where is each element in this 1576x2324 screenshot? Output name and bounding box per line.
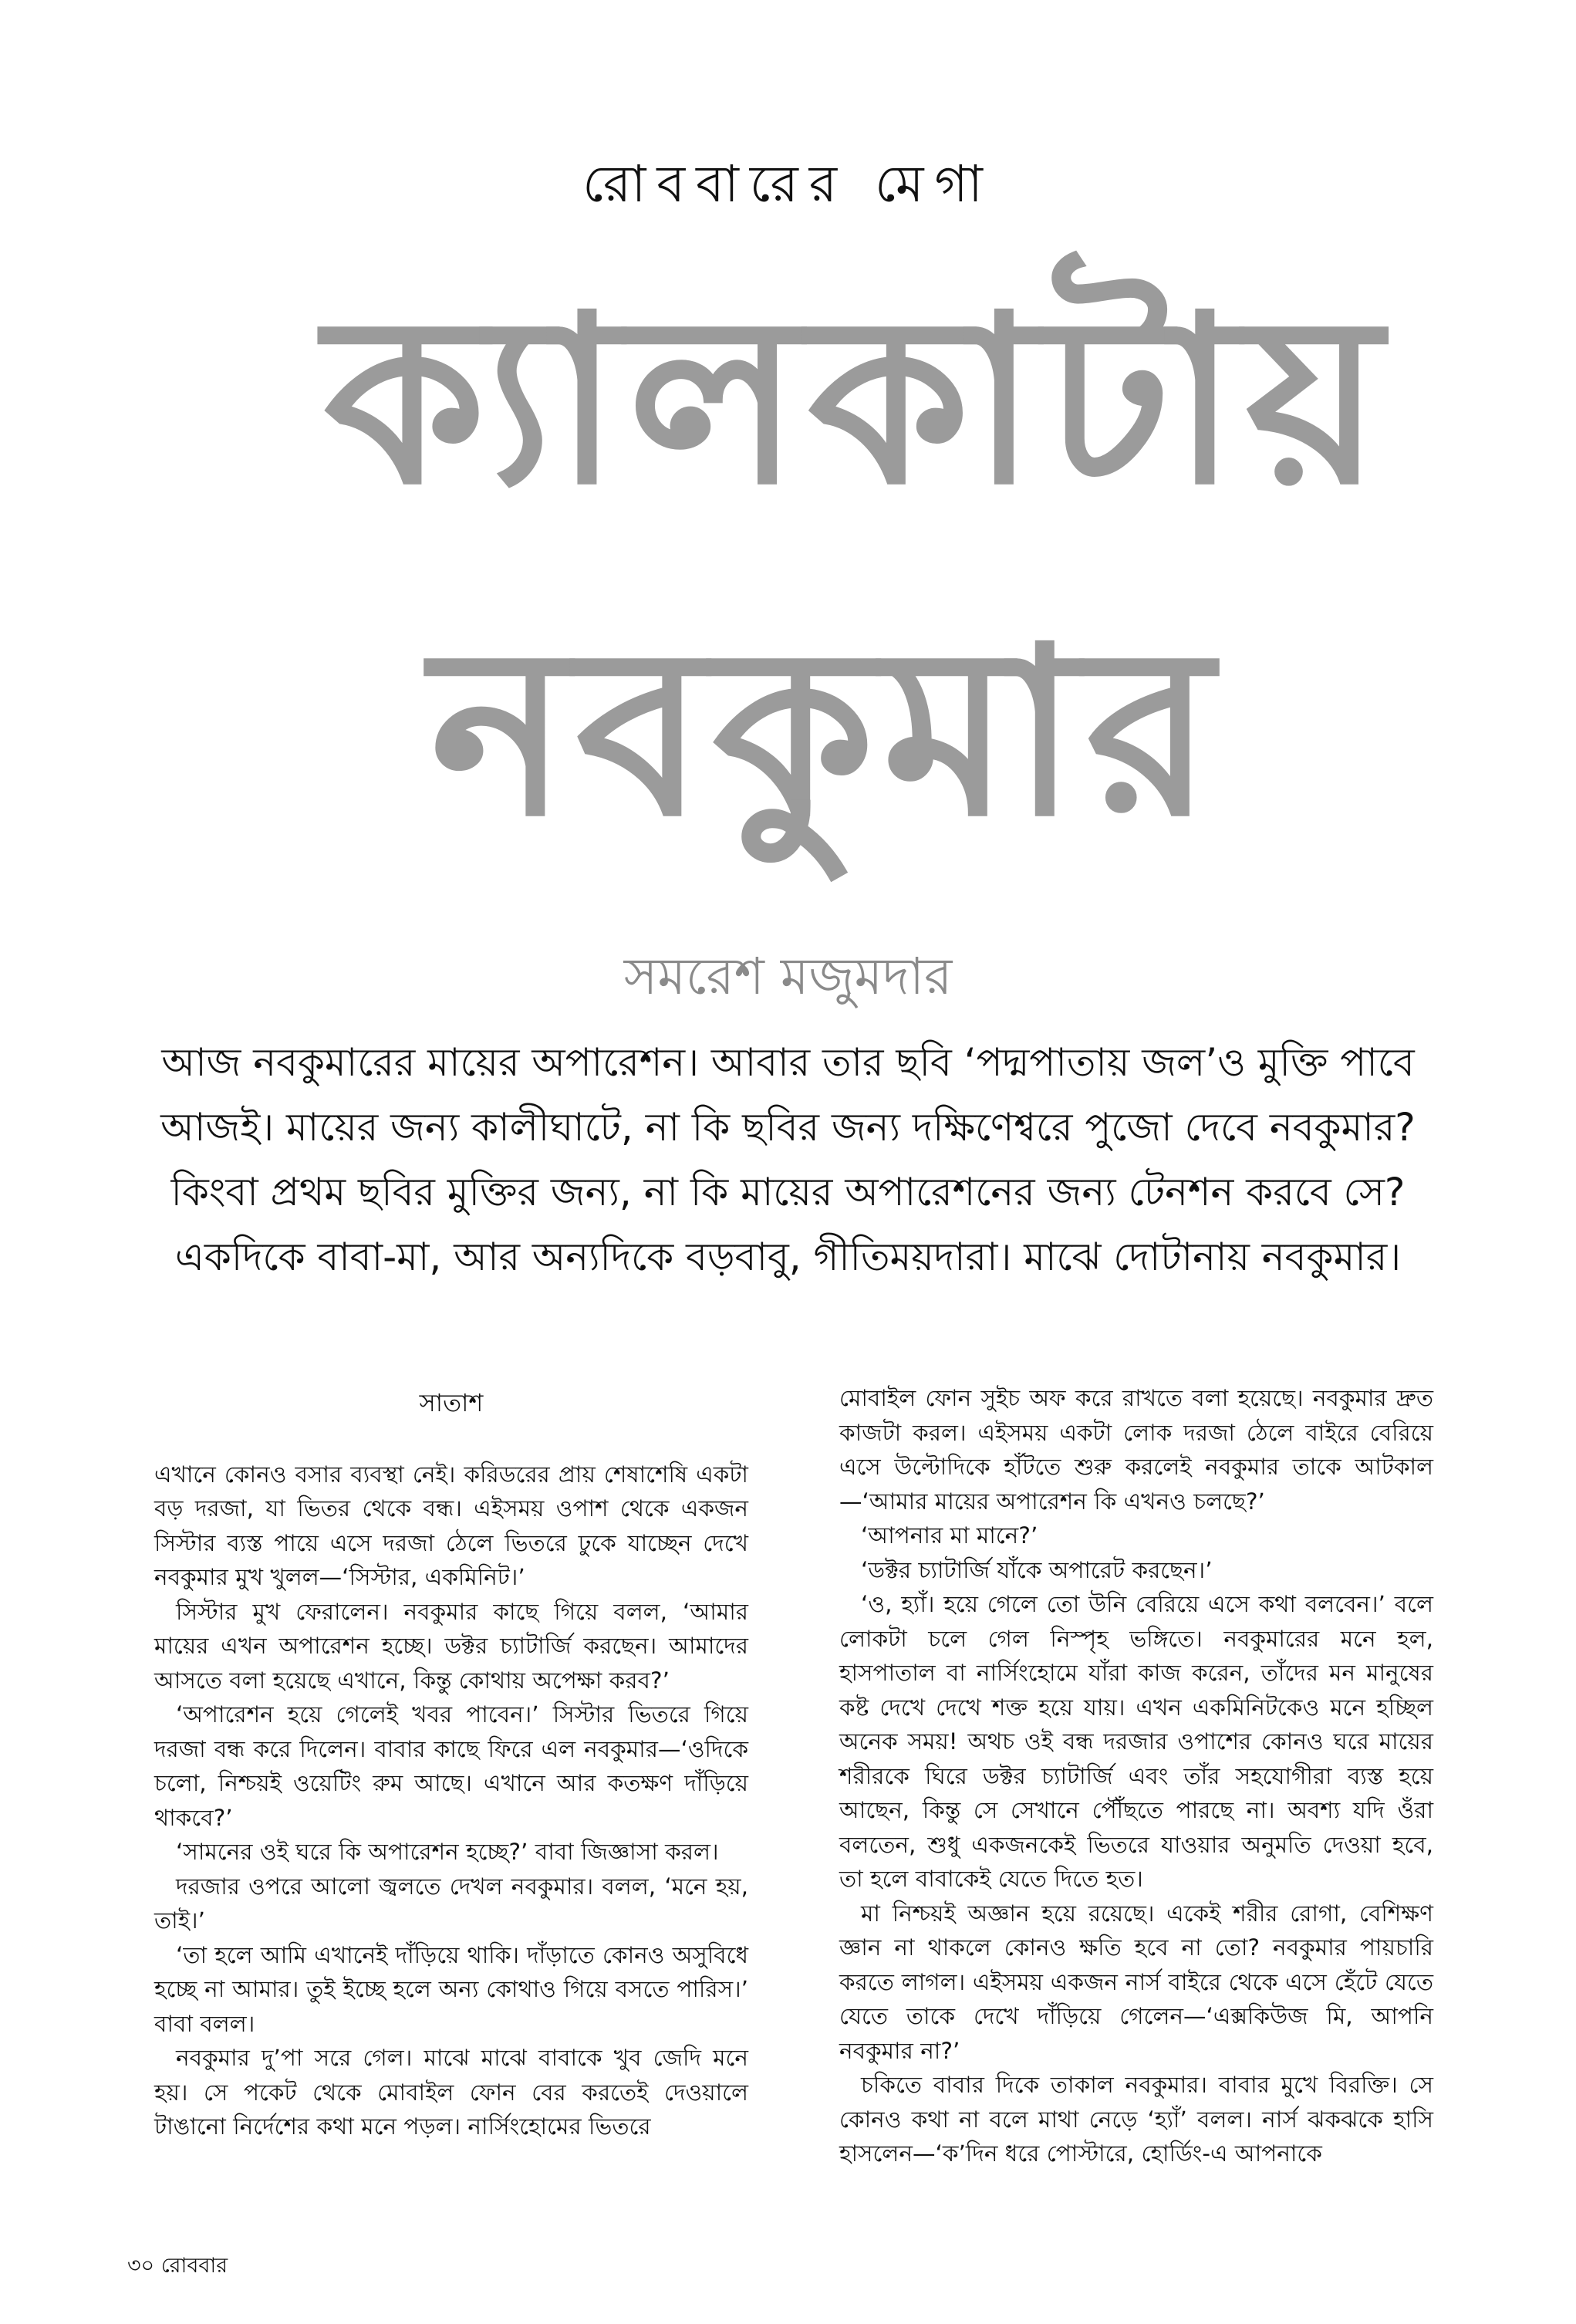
paragraph: ‘আপনার মা মানে?’ [861, 1522, 1038, 1549]
page-folio: ৩০ রোববার [127, 2254, 228, 2278]
author-byline: সমরেশ মজুমদার [623, 947, 953, 1006]
paragraph: মোবাইল ফোন সুইচ অফ করে রাখতে বলা হয়েছে। নবকুমার দ্রুত কাজটা করল। এইসময় একটা লোক দরজা ঠেলে বাইরে বেরিয়ে এসে উল্টোদিকে হাঁটতে শুরু করলেই নবকুমার তাকে আটকাল—‘আমার মায়ের অপারেশন কি এখনও চলছে?’ [839, 1385, 1433, 1515]
chapter-heading: সাতাশ [419, 1388, 484, 1417]
paragraph: মা নিশ্চয়ই অজ্ঞান হয়ে রয়েছে। একেই শরীর রোগা, বেশিক্ষণ জ্ঞান না থাকলে কোনও ক্ষতি হবে না তো? নবকুমার পায়চারি করতে লাগল। এইসময় একজন নার্স বাইরে থেকে এসে হেঁটে যেতে যেতে তাকে দেখে দাঁড়িয়ে গেলেন—‘এক্সকিউজ মি, আপনি নবকুমার না?’ [839, 1900, 1433, 2064]
paragraph: ‘সামনের ওই ঘরে কি অপারেশন হচ্ছে?’ বাবা জিজ্ঞাসা করল। [176, 1839, 719, 1865]
paragraph: ‘তা হলে আমি এখানেই দাঁড়িয়ে থাকি। দাঁড়াতে কোনও অসুবিধে হচ্ছে না আমার। তুই ইচ্ছে হলে অন্য কোথাও গিয়ে বসতে পারিস।’ বাবা বলল। [154, 1941, 748, 2037]
paragraph: ‘ডক্টর চ্যাটার্জি যাঁকে অপারেট করছেন।’ [861, 1556, 1213, 1583]
paragraph: সিস্টার মুখ ফেরালেন। নবকুমার কাছে গিয়ে বলল, ‘আমার মায়ের এখন অপারেশন হচ্ছে। ডক্টর চ্যাটার্জি করছেন। আমাদের আসতে বলা হয়েছে এখানে, কিন্তু কোথায় অপেক্ষা করব?’ [154, 1598, 748, 1694]
right-column [839, 1381, 1433, 2171]
paragraph: ‘ও, হ্যাঁ। হয়ে গেলে তো উনি বেরিয়ে এসে কথা বলবেন।’ বলে লোকটা চলে গেল নিস্পৃহ ভঙ্গিতে। নবকুমারের মনে হল, হাসপাতাল বা নার্সিংহোমে যাঁরা কাজ করেন, তাঁদের মন মানুষের কষ্ট দেখে দেখে শক্ত হয়ে যায়। এখন একমিনিটকেও মনে হচ্ছিল অনেক সময়! অথচ ওই বন্ধ দরজার ওপাশের কোনও ঘরে মায়ের শরীরকে ঘিরে ডক্টর চ্যাটার্জি এবং তাঁর সহযোগীরা ব্যস্ত হয়ে আছেন, কিন্তু সে সেখানে পৌঁছতে পারছে না। অবশ্য যদি ওঁরা বলতেন, শুধু একজনকেই ভিতরে যাওয়ার অনুমতি দেওয়া হবে, তা হলে বাবাকেই যেতে দিতে হত। [839, 1591, 1433, 1892]
title-line-2: নবকুমার [430, 598, 1221, 867]
kicker-heading: রোববারের মেগা [582, 154, 994, 214]
paragraph: দরজার ওপরে আলো জ্বলতে দেখল নবকুমার। বলল, ‘মনে হয়, তাই।’ [154, 1873, 748, 1934]
paragraph: ‘অপারেশন হয়ে গেলেই খবর পাবেন।’ সিস্টার ভিতরে গিয়ে দরজা বন্ধ করে দিলেন। বাবার কাছে ফিরে এল নবকুমার—‘ওদিকে চলো, নিশ্চয়ই ওয়েটিং রুম আছে। এখানে আর কতক্ষণ দাঁড়িয়ে থাকবে?’ [154, 1701, 748, 1831]
paragraph: চকিতে বাবার দিকে তাকাল নবকুমার। বাবার মুখে বিরক্তি। সে কোনও কথা না বলে মাথা নেড়ে ‘হ্যাঁ’ বলল। নার্স ঝকঝকে হাসি হাসলেন—‘ক’দিন ধরে পোস্টারে, হোর্ডিং-এ আপনাকে [839, 2072, 1433, 2167]
title-line-1: ক্যালকাটায় [324, 266, 1390, 535]
title-artwork [324, 247, 1390, 926]
paragraph: এখানে কোনও বসার ব্যবস্থা নেই। করিডরের প্রায় শেষাশেষি একটা বড় দরজা, যা ভিতর থেকে বন্ধ। এইসময় ওপাশ থেকে একজন সিস্টার ব্যস্ত পায়ে এসে দরজা ঠেলে ভিতরে ঢুকে যাচ্ছেন দেখে নবকুমার মুখ খুলল—‘সিস্টার, একমিনিট।’ [154, 1461, 748, 1590]
paragraph: নবকুমার দু’পা সরে গেল। মাঝে মাঝে বাবাকে খুব জেদি মনে হয়। সে পকেট থেকে মোবাইল ফোন বের করতেই দেওয়ালে টাঙানো নির্দেশের কথা মনে পড়ল। নার্সিংহোমের ভিতরে [154, 2045, 748, 2140]
intro-blurb: আজ নবকুমারের মায়ের অপারেশন। আবার তার ছবি ‘পদ্মপাতায় জল’ও মুক্তি পাবে আজই। মায়ের জন্য কালীঘাটে, না কি ছবির জন্য দক্ষিণেশ্বরে পুজো দেবে নবকুমার? কিংবা প্রথম ছবির মুক্তির জন্য, না কি মায়ের অপারেশনের জন্য টেনশন করবে সে? একদিকে বাবা-মা, আর অন্যদিকে বড়বাবু, গীতিময়দারা। মাঝে দোটানায় নবকুমার। [160, 1040, 1416, 1279]
left-column [154, 1381, 748, 2144]
